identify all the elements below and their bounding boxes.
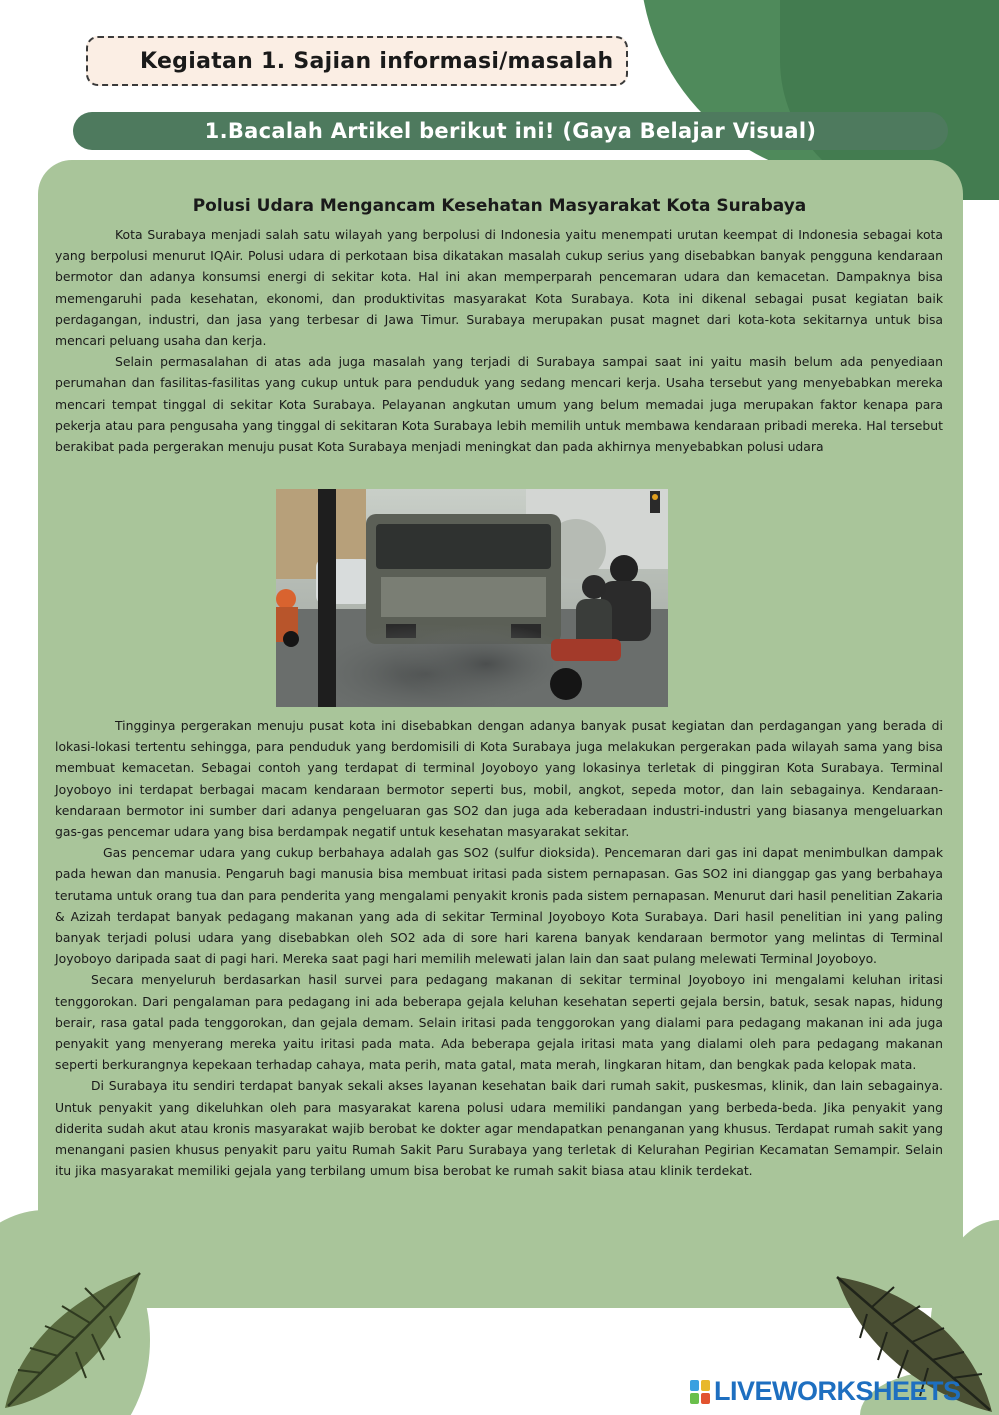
bus-emission-photo [276,489,668,707]
instruction-bar [73,112,948,150]
bus-emission-photo-icon [276,489,668,707]
leaf-bottom-left-icon [0,1268,150,1415]
article-paragraph: Secara menyeluruh berdasarkan hasil survei para pedagang makanan di sekitar terminal Joyoboyo ini mengalami keluhan iritasi tenggorokan. Dari pengalaman para pedagang ini ada beberapa gejala keluhan kesehatan seperti gejala bersin, batuk, sesak napas, hidung berair, rasa gatal pada tenggorokan, dan gejala demam. Selain iritasi pada tenggorokan yang dialami para pedagang makanan ini ada juga penyakit yang menyerang mereka yaitu iritasi pada mata. Ada beberapa gejala iritasi mata yang dialami oleh para pedagang makanan seperti berkurangnya kepekaan terhadap cahaya, mata perih, mata gatal, mata merah, lingkaran hitam, dan bengkak pada kelopak mata. [55,972,943,1073]
article-text-top [55,224,943,457]
article-text-bottom [55,715,943,1181]
liveworksheets-logo[interactable] [690,1376,961,1407]
article-title: Polusi Udara Mengancam Kesehatan Masyarakat Kota Surabaya [192,196,807,216]
instruction-text: 1.Bacalah Artikel berikut ini! (Gaya Belajar Visual) [204,119,817,143]
activity-title-box [86,36,628,86]
logo-text: LIVEWORKSHEETS [714,1376,961,1406]
article-paragraph: Kota Surabaya menjadi salah satu wilayah yang berpolusi di Indonesia yaitu menempati urutan keempat di Indonesia sebagai kota yang berpolusi menurut IQAir. Polusi udara di perkotaan bisa dikatakan masalah cukup serius yang disebabkan banyak pengguna kendaraan bermotor dan adanya konsumsi energi di sekitar kota. Hal ini akan memperparah pencemaran udara dan kemacetan. Dampaknya bisa memengaruhi pada kesehatan, ekonomi, dan produktivitas masyarakat Kota Surabaya. Kota ini dikenal sebagai pusat kegiatan baik perdagangan, industri, dan jasa yang terbesar di Jawa Timur. Surabaya merupakan pusat magnet dari kota-kota sekitarnya untuk bisa mencari peluang usaha dan kerja. [55,227,943,349]
liveworksheets-logo-icon [690,1380,710,1404]
article-paragraph: Di Surabaya itu sendiri terdapat banyak sekali akses layanan kesehatan baik dari rumah sakit, puskesmas, klinik, dan lain sebagainya. Untuk penyakit yang dikeluhkan oleh para masyarakat karena polusi udara memiliki pandangan yang berbeda-beda. Jika penyakit yang diderita sudah akut atau kronis masyarakat wajib berobat ke dokter agar mendapatkan penanganan yang khusus. Terdapat rumah sakit yang menangani pasien khusus penyakit paru yaitu Rumah Sakit Paru Surabaya yang terletak di Kelurahan Pegirian Kecamatan Semampir. Selain itu jika masyarakat memiliki gejala yang terbilang umum bisa berobat ke rumah sakit biasa atau klinik terdekat. [55,1078,943,1179]
article-paragraph: Tingginya pergerakan menuju pusat kota ini disebabkan dengan adanya banyak pusat kegiatan dan perdagangan yang berada di lokasi-lokasi tertentu sehingga, para penduduk yang berdomisili di Kota Surabaya juga melakukan pergerakan pada wilayah sama yang bisa membuat kemacetan. Sebagai contoh yang terdapat di terminal Joyoboyo yang lokasinya terletak di pinggiran Kota Surabaya. Terminal Joyoboyo ini terdapat berbagai macam kendaraan bermotor seperti bus, mobil, angkot, sepeda motor, dan lain sebagainya. Kendaraan-kendaraan bermotor ini sumber dari adanya pengeluaran gas SO2 dan juga ada keberadaan industri-industri yang biasanya mengeluarkan gas-gas pencemar udara yang bisa berdampak negatif untuk kesehatan masyarakat sekitar. [55,718,943,840]
article-paragraph: Selain permasalahan di atas ada juga masalah yang terjadi di Surabaya sampai saat ini yaitu masih belum ada penyediaan perumahan dan fasilitas-fasilitas yang cukup untuk para penduduk yang sedang mencari kerja. Usaha tersebut yang menyebabkan mereka mencari tempat tinggal di sekitar Kota Surabaya. Pelayanan angkutan umum yang belum memadai juga merupakan faktor kenapa para pekerja atau para pengusaha yang tinggal di sekitaran Kota Surabaya lebih memilih untuk membawa kendaraan pribadi mereka. Hal tersebut berakibat pada pergerakan menuju pusat Kota Surabaya menjadi meningkat dan pada akhirnya menyebabkan polusi udara [55,354,943,455]
activity-title: Kegiatan 1. Sajian informasi/masalah [140,48,614,74]
article-paragraph: Gas pencemar udara yang cukup berbahaya adalah gas SO2 (sulfur dioksida). Pencemaran dari gas ini dapat menimbulkan dampak pada hewan dan manusia. Pengaruh bagi manusia bisa membuat iritasi pada sistem pernapasan. Gas SO2 ini dianggap gas yang berbahaya terutama untuk orang tua dan para penderita yang mengalami penyakit kronis pada sistem pernapasan. Menurut dari hasil penelitian Zakaria & Azizah terdapat banyak pedagang makanan yang ada di sekitar Terminal Joyoboyo Kota Surabaya. Dari hasil penelitian ini yang paling banyak terjadi polusi udara yang disebabkan oleh SO2 ada di sore hari karena banyak kendaraan bermotor yang melintas di Terminal Joyoboyo daripada saat di pagi hari. Mereka saat pagi hari memilih melewati jalan lain dan saat pulang melewati Terminal Joyoboyo. [55,845,943,967]
